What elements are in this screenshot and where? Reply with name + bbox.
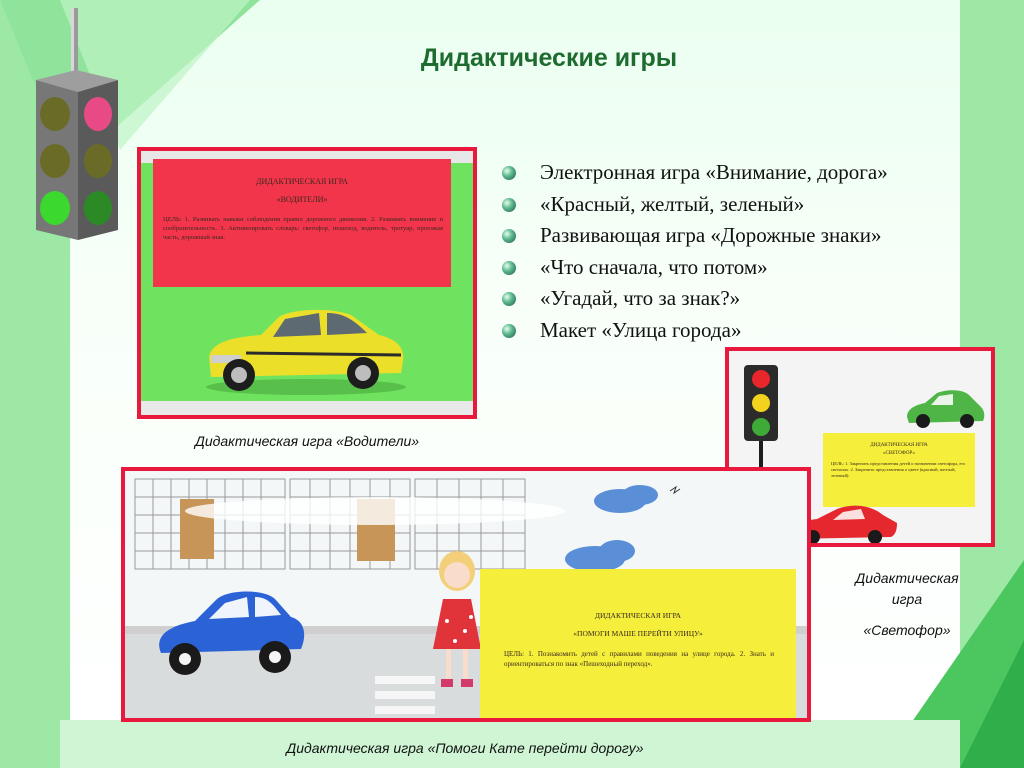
bullet-icon (502, 324, 516, 338)
traffic-card-subtitle: «СВЕТОФОР» (883, 451, 915, 456)
list-item: Развивающая игра «Дорожные знаки» (500, 220, 888, 252)
street-card-goal: ЦЕЛЬ: 1. Познакомить детей с правилами поведения на улице города. 2. Знать и ориентироваться по знак «Пешеходный переход». (504, 650, 774, 668)
bullet-icon (502, 261, 516, 275)
list-item: «Красный, желтый, зеленый» (500, 189, 888, 221)
drivers-card-title: ДИДАКТИЧЕСКАЯ ИГРА (256, 177, 348, 186)
green-car-image (903, 387, 987, 431)
bullet-icon (502, 198, 516, 212)
list-item: Электронная игра «Внимание, дорога» (500, 157, 888, 189)
list-item: «Угадай, что за знак?» (500, 283, 888, 315)
games-list (500, 157, 888, 346)
traffic-light-card (823, 433, 975, 507)
yellow-car-image (201, 299, 411, 399)
drivers-card (153, 159, 451, 287)
traffic-light-clipart (26, 8, 126, 240)
street-card-title: ДИДАКТИЧЕСКАЯ ИГРА (594, 611, 682, 620)
list-item: Макет «Улица города» (500, 315, 888, 347)
photo-drivers-game (137, 147, 477, 419)
traffic-card-title: ДИДАКТИЧЕСКАЯ ИГРА (870, 443, 928, 448)
street-card-subtitle: «ПОМОГИ МАШЕ ПЕРЕЙТИ УЛИЦУ» (573, 629, 703, 638)
drivers-card-subtitle: «ВОДИТЕЛИ» (276, 195, 328, 204)
drivers-card-goal: ЦЕЛЬ: 1. Развивать навыки соблюдения правил дорожного движения. 2. Развивать внимание и сообразительность. 3. Активизировать словарь: светофор, пешеход, водитель, тротуар, проезжая часть, дорожный знак. (163, 216, 443, 241)
photo-street-game (121, 467, 811, 722)
slide-title: Дидактические игры (420, 44, 678, 72)
list-item: «Что сначала, что потом» (500, 252, 888, 284)
bullet-icon (502, 292, 516, 306)
caption-traffic-light-game-line1: Дидактическая (855, 570, 959, 586)
caption-street-game: Дидактическая игра «Помоги Кате перейти дорогу» (286, 740, 644, 756)
caption-drivers-game: Дидактическая игра «Водители» (194, 433, 420, 449)
caption-traffic-light-game-line2: игра (891, 591, 923, 607)
caption-traffic-light-game-line3: «Светофор» (863, 622, 951, 638)
bullet-icon (502, 229, 516, 243)
street-card (480, 569, 796, 719)
bullet-icon (502, 166, 516, 180)
traffic-card-goal: ЦЕЛЬ: 1. Закрепить представления детей о назначении светофора, его сигналах. 2. Закрепить представления о цвете (красный, желтый, зеленый). (831, 461, 966, 478)
